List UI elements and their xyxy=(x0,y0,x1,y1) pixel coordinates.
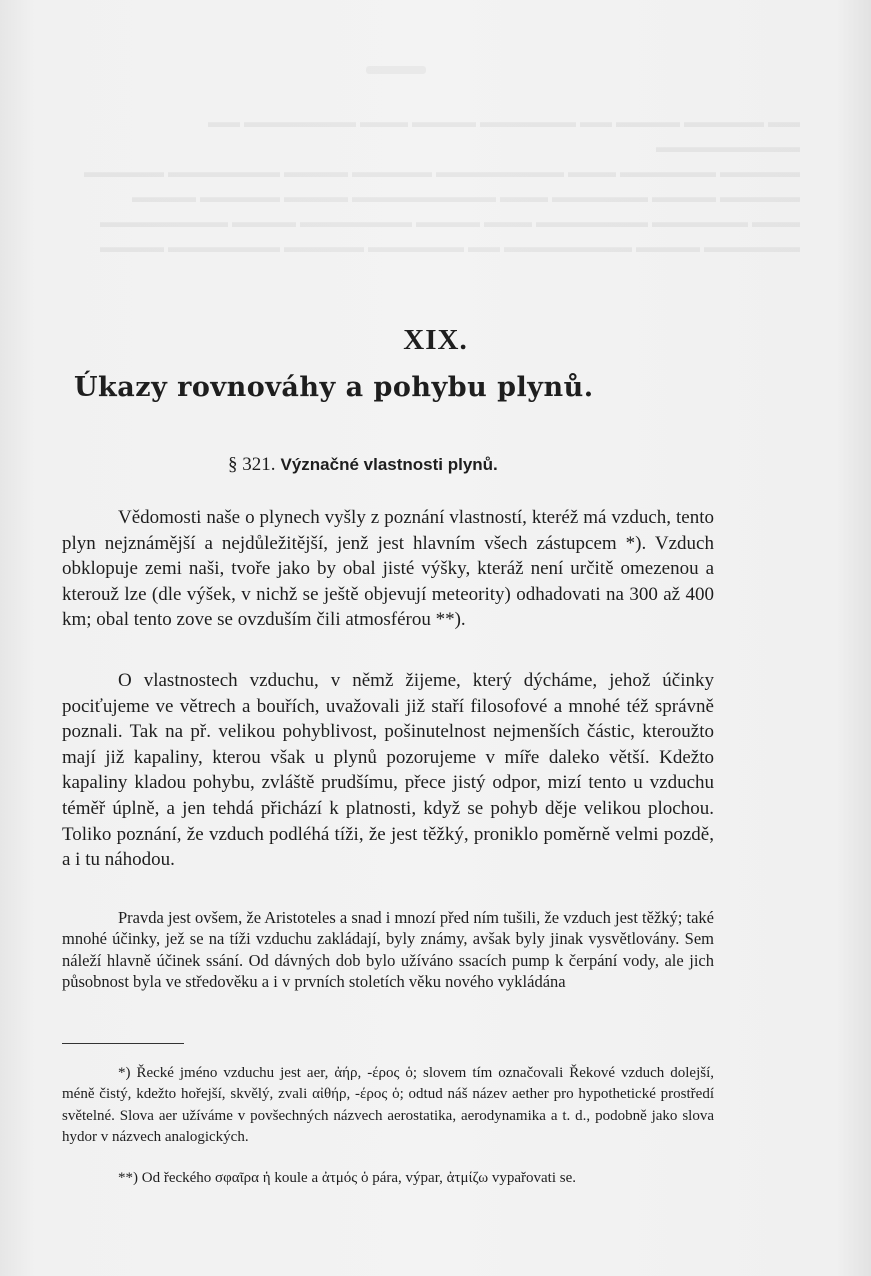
body-paragraph-1: Vědomosti naše o plynech vyšly z poznání vlastností, kteréž má vzduch, tento plyn nejznámější a nejdůležitější, jenž jest hlavním všech zástupcem *). Vzduch obklopuje zemi naši, tvoře jako by obal jisté výšky, kteráž není určitě omezenou a kterouž lze (dle výšek, v nichž se ještě objevují meteority) odhadovati na 300 až 400 km; obal tento zove se ovzduším čili atmosférou **). xyxy=(62,507,714,631)
small-print-paragraph: Pravda jest ovšem, že Aristoteles a snad i mnozí před ním tušili, že vzduch jest těžký; také mnohé účinky, jež se na tíži vzduchu zakládají, byly známy, avšak byly jinak vysvětlovány. Sem náleží hlavně účinek ssání. Od dávných dob bylo užíváno ssacích pump k čerpání vody, ale jich působnost byla ve středověku a i v prvních stoletích věku nového vykládána xyxy=(62,908,714,991)
footnote-separator xyxy=(62,1043,184,1044)
faded-page-number xyxy=(366,66,426,74)
footnote-1: *) Řecké jméno vzduchu jest aer, ἀήρ, -έρος ὁ; slovem tím označovali Řekové vzduch dolejší, méně čistý, kdežto hořejší, skvělý, zvali αἰθήρ, -έρος ὁ; odtud náš název aether pro hypothetické prostředí světelné. Slova aer užíváme v povšechných názvech aerostatika, aerodynamika a t. d., podobně jako slova hydor v názvech analogických. xyxy=(62,1065,714,1146)
section-heading xyxy=(228,454,498,476)
chapter-title: Úkazy rovnováhy a pohybu plynů. xyxy=(74,372,594,403)
show-through-text: ▬▬ ▬▬▬▬▬ ▬▬▬▬ ▬▬ ▬▬▬▬▬▬ ▬▬▬▬ ▬▬▬ ▬▬▬▬▬▬▬ ▬▬ ▬▬▬▬▬▬▬▬▬ ▬▬▬▬▬ ▬▬▬▬▬▬ ▬▬▬ ▬▬▬▬▬▬▬▬ ▬▬▬▬▬ ▬▬▬▬ ▬▬▬▬▬▬▬ ▬▬▬▬▬ ▬▬▬▬▬ ▬▬▬▬ ▬▬▬▬▬▬ ▬▬▬ ▬▬▬▬▬▬▬▬▬ ▬▬▬▬ ▬▬▬▬▬ ▬▬▬▬ ▬▬▬ ▬▬▬▬▬▬ ▬▬▬▬▬▬▬ ▬▬▬ ▬▬▬▬ ▬▬▬▬▬▬▬ ▬▬▬▬ ▬▬▬▬▬▬▬▬ ▬▬▬▬▬▬ ▬▬▬▬ ▬▬▬▬▬▬▬▬ ▬▬ ▬▬▬▬▬▬ ▬▬▬▬▬ ▬▬▬▬▬▬▬ ▬▬▬▬ xyxy=(84,114,800,256)
body-paragraph-2: O vlastnostech vzduchu, v němž žijeme, který dýcháme, jehož účinky pociťujeme ve větrech a bouřích, uvažovali již staří filosofové a mnohé též správně poznali. Tak na př. velikou pohyblivost, pošinutelnost nejmenších částic, kteroužto mají již kapaliny, kterou však u plynů pozorujeme v míře daleko větší. Kdežto kapaliny kladou pohybu, zvláště prudšímu, přece jistý odpor, mizí tento u vzduchu téměř úplně, a jen tehdá přichází k platnosti, když se pohyb děje velikou plochou. Toliko poznání, že vzduch podléhá tíži, že jest těžký, proniklo poměrně velmi pozdě, a i tu náhodou. xyxy=(62,670,714,871)
section-title: Význačné vlastnosti plynů. xyxy=(280,455,498,474)
section-mark: § 321. xyxy=(228,454,276,475)
chapter-number: XIX. xyxy=(403,324,468,356)
footnote-2: **) Od řeckého σφαῖρα ἡ koule a ἀτμός ὁ pára, výpar, ἀτμίζω vypařovati se. xyxy=(118,1170,576,1186)
